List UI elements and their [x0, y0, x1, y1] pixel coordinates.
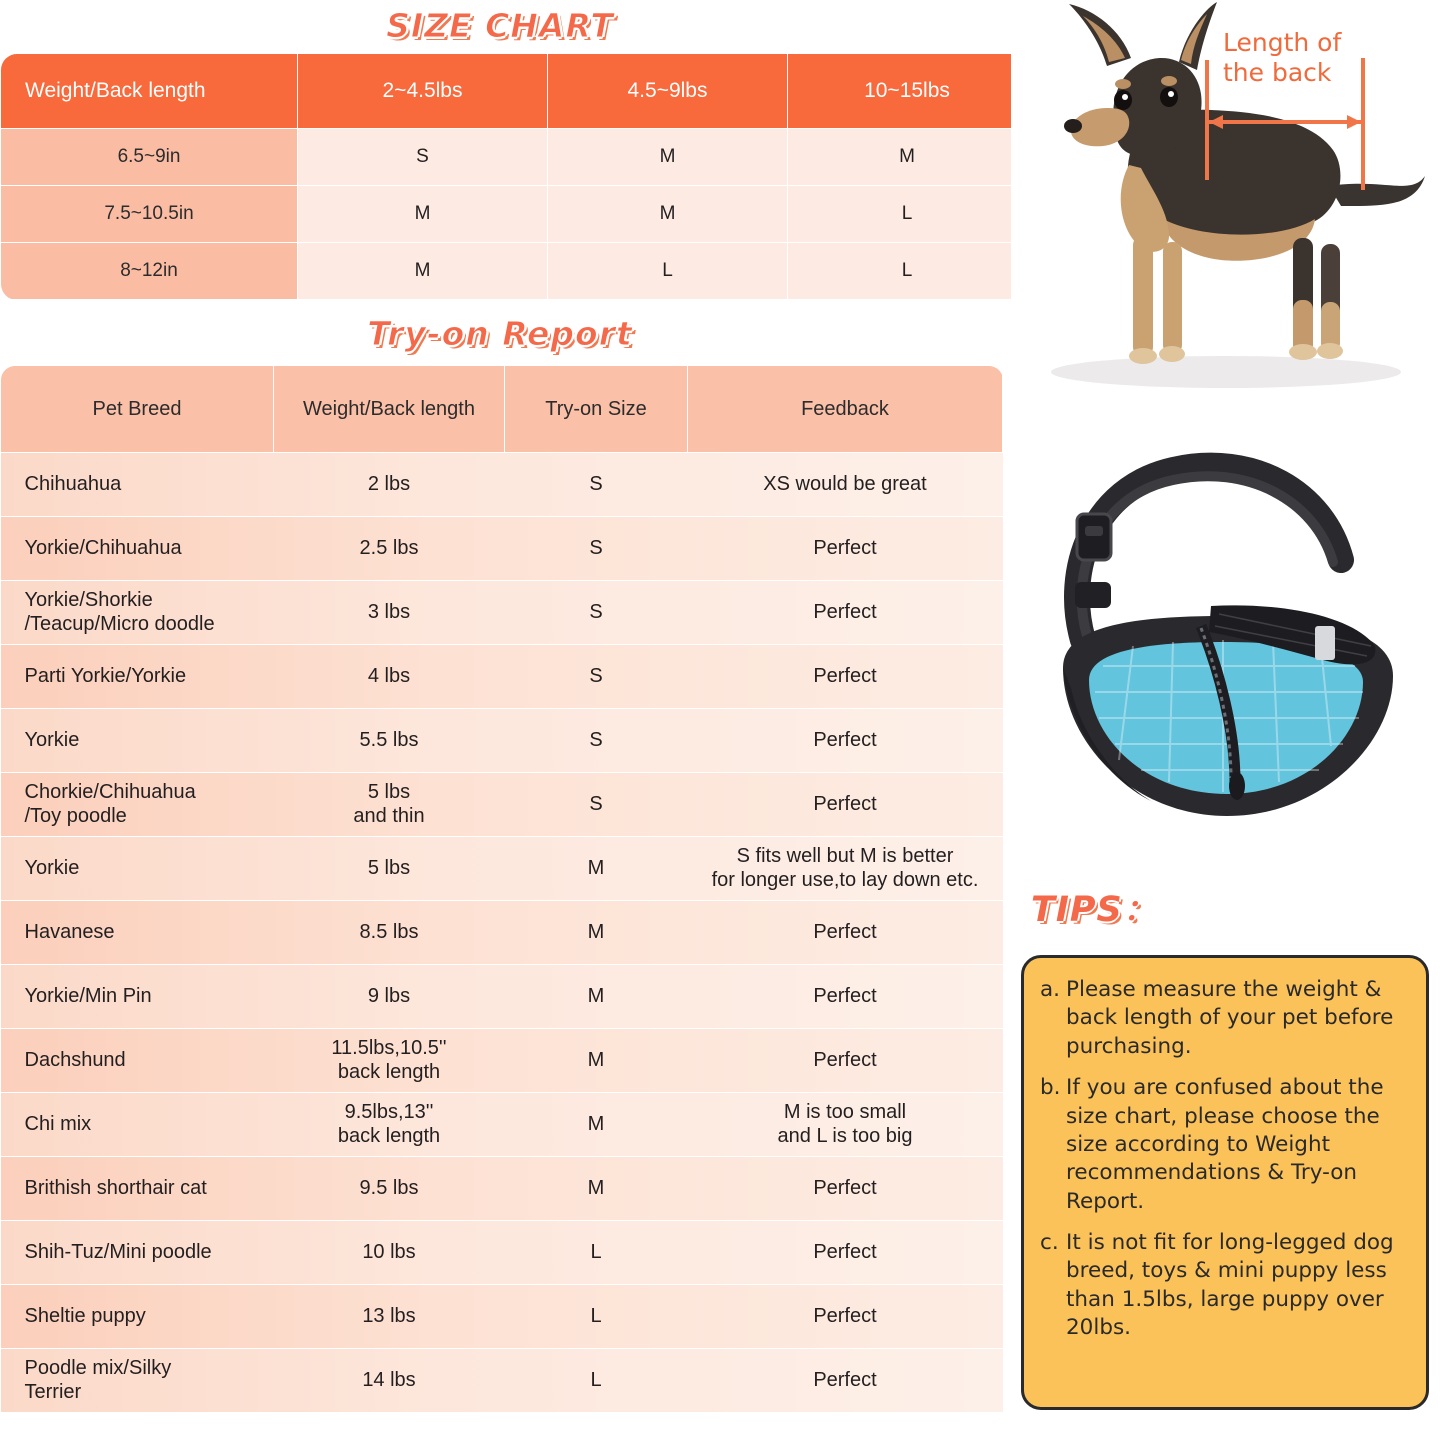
table-row [1, 186, 1027, 243]
tryon-cell-feedback: Perfect [688, 581, 1003, 645]
size-chart-cell: S [298, 129, 548, 186]
size-chart-row-label: 6.5~9in [1, 129, 298, 186]
size-chart-header-cell: 4.5~9lbs [548, 54, 788, 129]
table-row [1, 837, 1003, 901]
tryon-cell-feedback: Perfect [688, 517, 1003, 581]
tips-box [1021, 955, 1429, 1410]
tryon-cell-size: M [505, 1157, 688, 1221]
table-row [1, 129, 1027, 186]
table-row [1, 581, 1003, 645]
tryon-cell-feedback: Perfect [688, 1029, 1003, 1093]
tryon-cell-weight: 5 lbs and thin [274, 773, 505, 837]
tryon-cell-breed: Parti Yorkie/Yorkie [1, 645, 274, 709]
tip-item [1040, 1074, 1410, 1216]
tip-bullet: c. [1040, 1230, 1059, 1255]
tryon-cell-weight: 14 lbs [274, 1349, 505, 1413]
tryon-cell-feedback: Perfect [688, 645, 1003, 709]
tryon-cell-size: S [505, 645, 688, 709]
table-row [1, 1349, 1003, 1413]
size-chart-table [0, 53, 1027, 300]
tryon-cell-feedback: Perfect [688, 965, 1003, 1029]
tryon-cell-weight: 11.5lbs,10.5'' back length [274, 1029, 505, 1093]
tryon-header-cell: Weight/Back length [274, 366, 505, 453]
tryon-cell-weight: 8.5 lbs [274, 901, 505, 965]
tryon-cell-feedback: Perfect [688, 773, 1003, 837]
tryon-cell-size: M [505, 965, 688, 1029]
tryon-report-title: Try-on Report [367, 314, 633, 353]
tip-bullet: a. [1040, 977, 1061, 1002]
tip-item [1040, 976, 1410, 1061]
tryon-cell-weight: 10 lbs [274, 1221, 505, 1285]
size-chart-cell: L [788, 243, 1027, 300]
tryon-cell-feedback: XS would be great [688, 453, 1003, 517]
right-column [1003, 0, 1445, 1432]
tryon-cell-breed: Havanese [1, 901, 274, 965]
tryon-cell-breed: Yorkie/Shorkie /Teacup/Micro doodle [1, 581, 274, 645]
tryon-header-cell: Pet Breed [1, 366, 274, 453]
size-chart-header-cell: 10~15lbs [788, 54, 1027, 129]
tryon-cell-breed: Yorkie [1, 709, 274, 773]
size-chart-cell: L [548, 243, 788, 300]
size-chart-cell: M [298, 243, 548, 300]
tryon-header-cell: Feedback [688, 366, 1003, 453]
tryon-cell-size: S [505, 581, 688, 645]
table-row [1, 1157, 1003, 1221]
tryon-cell-breed: Brithish shorthair cat [1, 1157, 274, 1221]
tryon-cell-breed: Poodle mix/Silky Terrier [1, 1349, 274, 1413]
tryon-cell-breed: Chorkie/Chihuahua /Toy poodle [1, 773, 274, 837]
table-row [1, 517, 1003, 581]
size-chart-row-label: 7.5~10.5in [1, 186, 298, 243]
tryon-cell-feedback: Perfect [688, 1349, 1003, 1413]
tryon-cell-feedback: Perfect [688, 709, 1003, 773]
table-row [1, 773, 1003, 837]
tryon-cell-size: L [505, 1221, 688, 1285]
tryon-cell-breed: Shih-Tuz/Mini poodle [1, 1221, 274, 1285]
carrier-product-photo [1023, 430, 1433, 860]
size-chart-cell: M [788, 129, 1027, 186]
size-chart-header-cell: 2~4.5lbs [298, 54, 548, 129]
table-row [1, 1093, 1003, 1157]
table-row [1, 965, 1003, 1029]
tryon-cell-size: M [505, 901, 688, 965]
tryon-cell-weight: 5 lbs [274, 837, 505, 901]
tryon-cell-weight: 9.5lbs,13'' back length [274, 1093, 505, 1157]
tryon-cell-weight: 2 lbs [274, 453, 505, 517]
tryon-cell-size: S [505, 453, 688, 517]
tryon-cell-feedback: Perfect [688, 1221, 1003, 1285]
tryon-cell-weight: 9 lbs [274, 965, 505, 1029]
tryon-cell-size: S [505, 709, 688, 773]
tryon-cell-weight: 9.5 lbs [274, 1157, 505, 1221]
tip-bullet: b. [1040, 1075, 1061, 1101]
table-row [1, 1029, 1003, 1093]
tryon-cell-breed: Chihuahua [1, 453, 274, 517]
size-chart-title: SIZE CHART [386, 6, 614, 45]
tryon-cell-feedback: M is too small and L is too big [688, 1093, 1003, 1157]
tryon-cell-size: M [505, 1029, 688, 1093]
tryon-cell-feedback: S fits well but M is better for longer use,to lay down etc. [688, 837, 1003, 901]
tryon-header-cell: Try-on Size [505, 366, 688, 453]
tryon-cell-breed: Chi mix [1, 1093, 274, 1157]
tip-text: It is not fit for long-legged dog breed, toys & mini puppy less than 1.5lbs, large puppy over 20lbs. [1066, 1230, 1394, 1341]
tryon-cell-breed: Yorkie/Chihuahua [1, 517, 274, 581]
arrow-head-right [1347, 115, 1361, 129]
size-chart-cell: M [548, 129, 788, 186]
tryon-cell-feedback: Perfect [688, 1285, 1003, 1349]
size-chart-header-cell: Weight/Back length [1, 54, 298, 129]
table-row [1, 645, 1003, 709]
tryon-cell-size: S [505, 517, 688, 581]
table-row [1, 453, 1003, 517]
size-chart-row-label: 8~12in [1, 243, 298, 300]
tryon-cell-weight: 13 lbs [274, 1285, 505, 1349]
tryon-cell-weight: 2.5 lbs [274, 517, 505, 581]
tryon-cell-weight: 3 lbs [274, 581, 505, 645]
back-length-label: Length of the back [1223, 28, 1342, 87]
tryon-cell-size: L [505, 1349, 688, 1413]
tryon-cell-feedback: Perfect [688, 901, 1003, 965]
tryon-cell-weight: 5.5 lbs [274, 709, 505, 773]
tryon-cell-size: S [505, 773, 688, 837]
tryon-cell-weight: 4 lbs [274, 645, 505, 709]
dog-measurement-photo [1011, 0, 1445, 400]
table-row [1, 243, 1027, 300]
tryon-header-row [1, 366, 1003, 453]
tip-text: If you are confused about the size chart, please choose the size according to Weight recommendations & Try-on Report. [1066, 1075, 1384, 1214]
size-chart-cell: M [548, 186, 788, 243]
tryon-cell-feedback: Perfect [688, 1157, 1003, 1221]
size-chart-cell: M [298, 186, 548, 243]
tryon-cell-size: M [505, 1093, 688, 1157]
tip-item [1040, 1229, 1410, 1343]
table-row [1, 1221, 1003, 1285]
table-row [1, 709, 1003, 773]
tryon-cell-size: M [505, 837, 688, 901]
size-chart-header-row [1, 54, 1027, 129]
table-row [1, 901, 1003, 965]
tryon-report-table [0, 365, 1003, 1413]
tryon-cell-breed: Dachshund [1, 1029, 274, 1093]
tips-title: TIPS： [1031, 890, 1159, 930]
tryon-cell-breed: Sheltie puppy [1, 1285, 274, 1349]
tryon-cell-breed: Yorkie [1, 837, 274, 901]
tryon-cell-breed: Yorkie/Min Pin [1, 965, 274, 1029]
tryon-cell-size: L [505, 1285, 688, 1349]
tip-text: Please measure the weight & back length of your pet before purchasing. [1066, 977, 1394, 1059]
table-row [1, 1285, 1003, 1349]
size-chart-cell: L [788, 186, 1027, 243]
sling-carrier-illustration [1023, 430, 1433, 860]
